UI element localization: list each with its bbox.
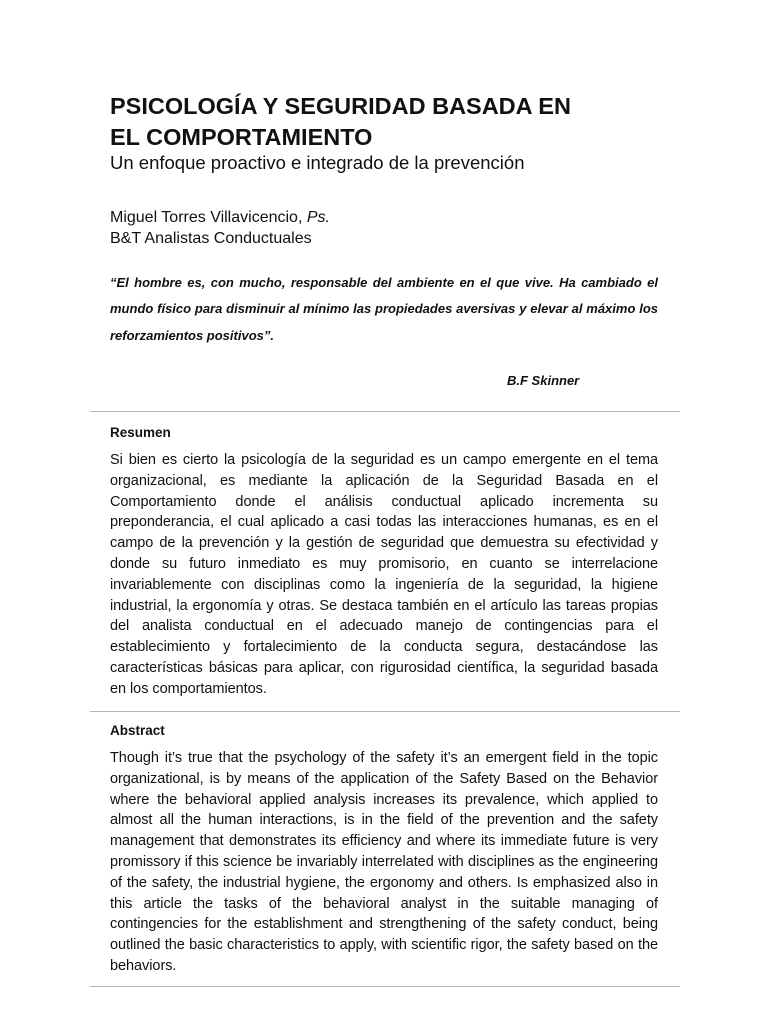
document-subtitle: Un enfoque proactivo e integrado de la prevención (110, 152, 525, 173)
divider-top (90, 411, 680, 412)
author-block (110, 207, 670, 249)
divider-bottom (90, 986, 680, 987)
title-line-2: EL COMPORTAMIENTO (110, 124, 373, 150)
author-line (110, 207, 670, 228)
author-credential: Ps. (306, 209, 330, 226)
resumen-heading: Resumen (110, 425, 171, 440)
abstract-heading: Abstract (110, 723, 165, 738)
author-name: Miguel Torres Villavicencio, (110, 209, 303, 226)
author-organization: B&T Analistas Conductuales (110, 230, 312, 247)
document-title (110, 91, 670, 153)
divider-middle (90, 711, 680, 712)
epigraph-attribution: B.F Skinner (507, 373, 580, 388)
epigraph-quote: “El hombre es, con mucho, responsable del ambiente en el que vive. Ha cambiado el mundo físico para disminuir al mínimo las propiedades aversivas y elevar al máximo los reforzamientos positivos”. (110, 275, 658, 343)
title-line-1: PSICOLOGÍA Y SEGURIDAD BASADA EN (110, 93, 571, 119)
abstract-body: Though it’s true that the psychology of the safety it’s an emergent field in the topic organizational, is by means of the application of the Safety Based on the Behavior where the behavioral applied analysis increases its prevalence, which applied to almost all the human interactions, is in the field of the prevention and the safety management that demonstrates its efficiency and where its immediate future is very promissory if this science be invariably interrelated with disciplines as the engineering of the safety, the industrial hygiene, the ergonomy and others. Is emphasized also in this article the tasks of the behavioral analyst in the suitable managing of contingencies for the establishment and strengthening of the safety conduct, being outlined the basic characteristics to apply, with scientific rigor, the safety based on the behaviors. (110, 750, 658, 974)
resumen-body: Si bien es cierto la psicología de la seguridad es un campo emergente en el tema organizacional, es mediante la aplicación de la Seguridad Basada en el Comportamiento donde el análisis conductual aplicado incrementa su preponderancia, el cual aplicado a casi todas las interacciones humanas, es en el campo de la prevención y la gestión de seguridad que demuestra su efectividad y donde su futuro inmediato es muy promisorio, en cuanto se interrelacione invariablemente con disciplinas como la ingeniería de la seguridad, la higiene industrial, la ergonomía y otras. Se destaca también en el artículo las tareas propias del analista conductual en el adecuado manejo de contingencias para el establecimiento y fortalecimiento de la conducta segura, destacándose las características básicas para aplicar, con rigurosidad científica, la seguridad basada en los comportamientos. (110, 452, 658, 697)
